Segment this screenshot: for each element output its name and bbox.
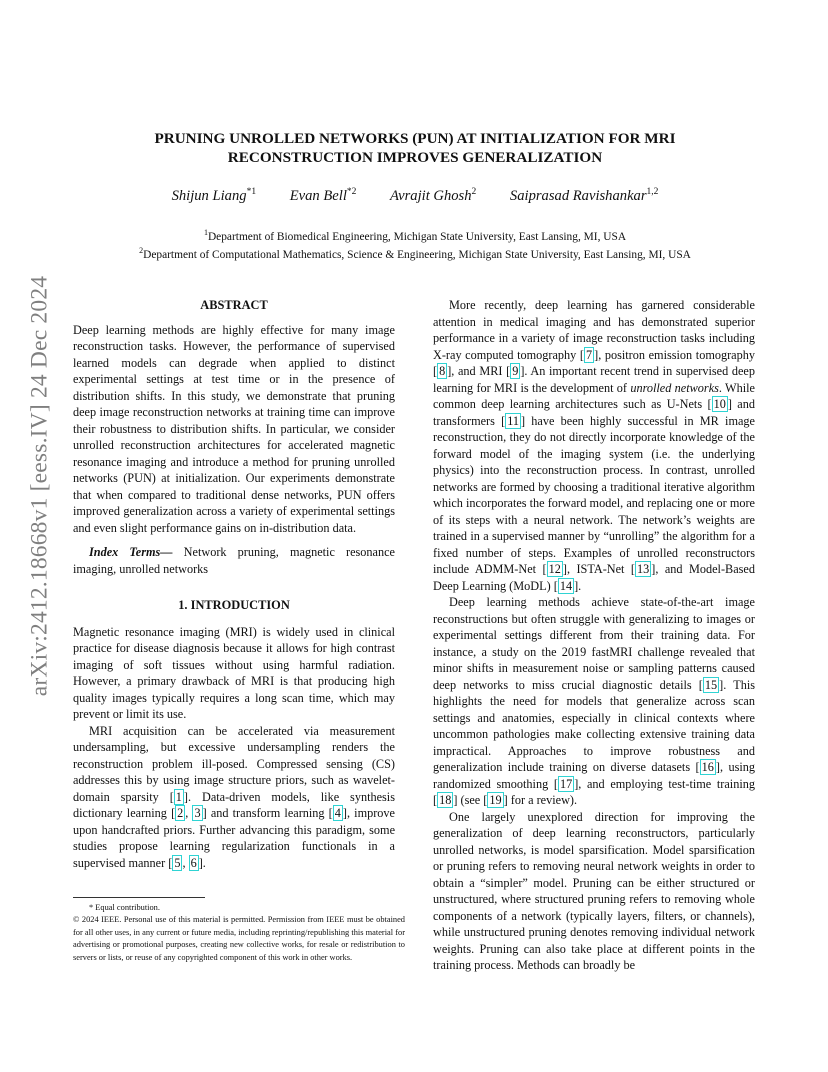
- author-sup: *1: [246, 187, 257, 197]
- paper-title: [90, 129, 740, 167]
- citation-link[interactable]: 15: [704, 677, 718, 692]
- footnotes: [73, 902, 405, 964]
- citation-link[interactable]: 10: [713, 397, 726, 411]
- text-run: ,: [182, 855, 189, 870]
- body-paragraph: [73, 624, 395, 723]
- text-run: ], and employing test-time training [: [433, 776, 755, 807]
- text-run: ,: [185, 806, 193, 820]
- emphasis-text: unrolled networks: [630, 380, 719, 395]
- affiliation-sup: 2: [139, 246, 144, 255]
- index-terms-label: Index Terms—: [89, 545, 173, 559]
- author-name: Evan Bell: [289, 187, 347, 204]
- abstract-heading: ABSTRACT: [200, 298, 268, 312]
- text-run: One largely unexplored direction for improving the generalization of deep learning reconstructors, particularly unrolled networks, is model sparsification. Model sparsification or pruning refers to removing neural network weights in order to obtain a “simpler” model. Pruning can be either structured or unstructured, where structured pruning refers to removing whole components of a network (typically layers, filters, or channels), while unstructured pruning denotes removing individual network weights. Pruning can also take place at different points in the training process. Methods can broadly be: [433, 809, 755, 972]
- citation-link[interactable]: 14: [559, 578, 573, 593]
- footnote-equal-contribution: * Equal contribution.: [89, 903, 160, 912]
- citation-link[interactable]: 9: [512, 364, 519, 378]
- citation-link[interactable]: 19: [489, 793, 502, 807]
- text-run: ] (see [: [453, 793, 488, 807]
- citation-link[interactable]: 1: [175, 789, 182, 804]
- text-run: ]. An important recent trend in supervised deep learning for MRI is the development of: [433, 364, 755, 395]
- introduction-heading: 1. INTRODUCTION: [178, 598, 290, 612]
- text-run: ].: [198, 855, 206, 870]
- body-paragraph: [433, 809, 755, 974]
- right-body: [433, 297, 755, 974]
- citation-link[interactable]: 4: [334, 806, 341, 820]
- body-paragraph: [433, 297, 755, 594]
- author-name: Saiprasad Ravishankar: [509, 187, 647, 204]
- title-line-2: RECONSTRUCTION IMPROVES GENERALIZATION: [227, 149, 603, 166]
- author-sup: 1,2: [646, 187, 659, 197]
- text-run: ], and MRI [: [447, 364, 511, 378]
- affiliation-text: Department of Computational Mathematics, Science & Engineering, Michigan State University, East Lansing, MI, USA: [143, 248, 691, 261]
- text-run: ], and Model-Based Deep Learning (MoDL) [: [433, 562, 755, 593]
- left-column: [73, 297, 395, 871]
- citation-link[interactable]: 18: [439, 793, 452, 807]
- citation-link[interactable]: 12: [548, 562, 561, 576]
- citation-link[interactable]: 5: [174, 855, 181, 870]
- citation-link[interactable]: 2: [177, 806, 184, 820]
- author: [290, 188, 357, 204]
- text-run: ] for a review).: [503, 793, 578, 807]
- text-run: ], ISTA-Net [: [562, 562, 635, 576]
- title-line-1: PRUNING UNROLLED NETWORKS (PUN) AT INITIALIZATION FOR MRI: [154, 130, 676, 147]
- index-terms: [73, 544, 395, 577]
- citation-link[interactable]: 6: [190, 855, 197, 870]
- text-run: MRI acquisition can be accelerated via measurement undersampling, but excessive undersampling renders the reconstruction problem ill-posed. Compressed sensing (CS) addresses this by using image structure priors, such as wavelet-domain sparsity [: [73, 723, 395, 804]
- text-run: ] and transformers [: [433, 397, 755, 428]
- author: [390, 188, 476, 204]
- text-run: ], positron emission tomography [: [433, 347, 755, 378]
- citation-link[interactable]: 3: [194, 806, 201, 820]
- affiliation-2: [60, 246, 770, 261]
- author-name: Avrajit Ghosh: [390, 187, 472, 204]
- author: [172, 188, 257, 204]
- author-name: Shijun Liang: [171, 187, 247, 204]
- citation-link[interactable]: 7: [585, 347, 593, 362]
- footnote-copyright: © 2024 IEEE. Personal use of this material is permitted. Permission from IEEE must be obtained for all other uses, in any current or future media, including reprinting/republishing this material for advertising or promotional purposes, creating new collective works, for resale or redistribution to servers or lists, or reuse of any copyrighted component of this work in other works.: [73, 915, 405, 962]
- citation-link[interactable]: 11: [507, 413, 519, 428]
- text-run: ]. This highlights the need for models that generalize across scan settings and anatomies, especially in clinical contexts where uncommon pathologies make collecting extensive training data impractical. Approaches to improve robustness and generalization include training on diverse datasets [: [433, 677, 755, 774]
- author-list: [90, 187, 740, 205]
- text-run: ], improve upon handcrafted priors. Further advancing this paradigm, some studies propose learning regularization functionals in a supervised manner [: [73, 806, 395, 870]
- body-paragraph: [73, 723, 395, 872]
- citation-link[interactable]: 17: [559, 776, 573, 791]
- author-sup: *2: [346, 187, 357, 197]
- arxiv-identifier-text: arXiv:2412.18668v1 [eess.IV] 24 Dec 2024: [26, 275, 53, 697]
- text-run: Deep learning methods achieve state-of-the-art image reconstructions but often struggle with generalizing to images or experimental settings different from their training data. For instance, a study on the 2019 fastMRI challenge revealed that minor shifts in measurement noise or sampling patterns caused deep networks to miss crucial diagnostic details [: [433, 595, 755, 692]
- citation-link[interactable]: 8: [439, 364, 446, 378]
- citation-link[interactable]: 13: [637, 562, 650, 576]
- left-body: [73, 624, 395, 872]
- text-run: ] and transform learning [: [202, 806, 333, 820]
- text-run: Magnetic resonance imaging (MRI) is widely used in clinical practice for disease diagnosis because it allows for high contrast imaging of soft tissues without using harmful radiation. However, a primary drawback of MRI is that producing high quality images typically requires a long scan time, which may prevent or limit its use.: [73, 624, 395, 721]
- arxiv-identifier: [18, 275, 62, 697]
- text-run: ] have been highly successful in MR image reconstruction, they do not directly incorporate knowledge of the forward model of the imaging system (i.e. the underlying physics) into the reconstruction process. In contrast, unrolled networks are formed by choosing a traditional iterative algorithm which incorporates the forward model, and replacing one or more of its steps with a neural network. The network’s weights are trained in a supervised manner by “unrolling” the algorithm for a fixed number of steps. Examples of unrolled reconstructors include ADMM-Net [: [433, 413, 755, 576]
- right-column: [433, 297, 755, 974]
- text-run: ], using randomized smoothing [: [433, 760, 755, 791]
- affiliation-text: Department of Biomedical Engineering, Michigan State University, East Lansing, MI, USA: [207, 230, 627, 243]
- text-run: More recently, deep learning has garnered considerable attention in medical imaging and has demonstrated superior performance in a variety of image reconstruction tasks including X-ray computed tomography [: [433, 298, 755, 362]
- text-run: ].: [574, 578, 582, 593]
- affiliation-sup: 1: [203, 228, 208, 237]
- abstract-body: Deep learning methods are highly effective for many image reconstruction tasks. However, the performance of supervised learned models can degrade when applied to distinct experimental settings at test time or in the presence of distribution shifts. In this study, we demonstrate that pruning deep image reconstruction networks at training time can improve their robustness to distribution shifts. In particular, we consider unrolled reconstruction architectures for accelerated magnetic resonance imaging and introduce a method for pruning unrolled networks (PUN) at initialization. Our experiments demonstrate that when compared to traditional dense networks, PUN offers improved generalization across a variety of experimental settings and even slight performance gains on in-distribution data.: [73, 322, 395, 535]
- author-sup: 2: [471, 187, 477, 197]
- text-run: ]. Data-driven models, like synthesis dictionary learning [: [73, 789, 395, 820]
- citation-link[interactable]: 16: [701, 760, 714, 774]
- affiliation-1: [60, 228, 770, 243]
- text-run: . While common deep learning architectures such as U-Nets [: [433, 380, 755, 411]
- body-paragraph: [433, 594, 755, 809]
- footnote-divider: [73, 897, 205, 898]
- author: [510, 188, 659, 204]
- index-terms-text: Network pruning, magnetic resonance imaging, unrolled networks: [73, 545, 395, 576]
